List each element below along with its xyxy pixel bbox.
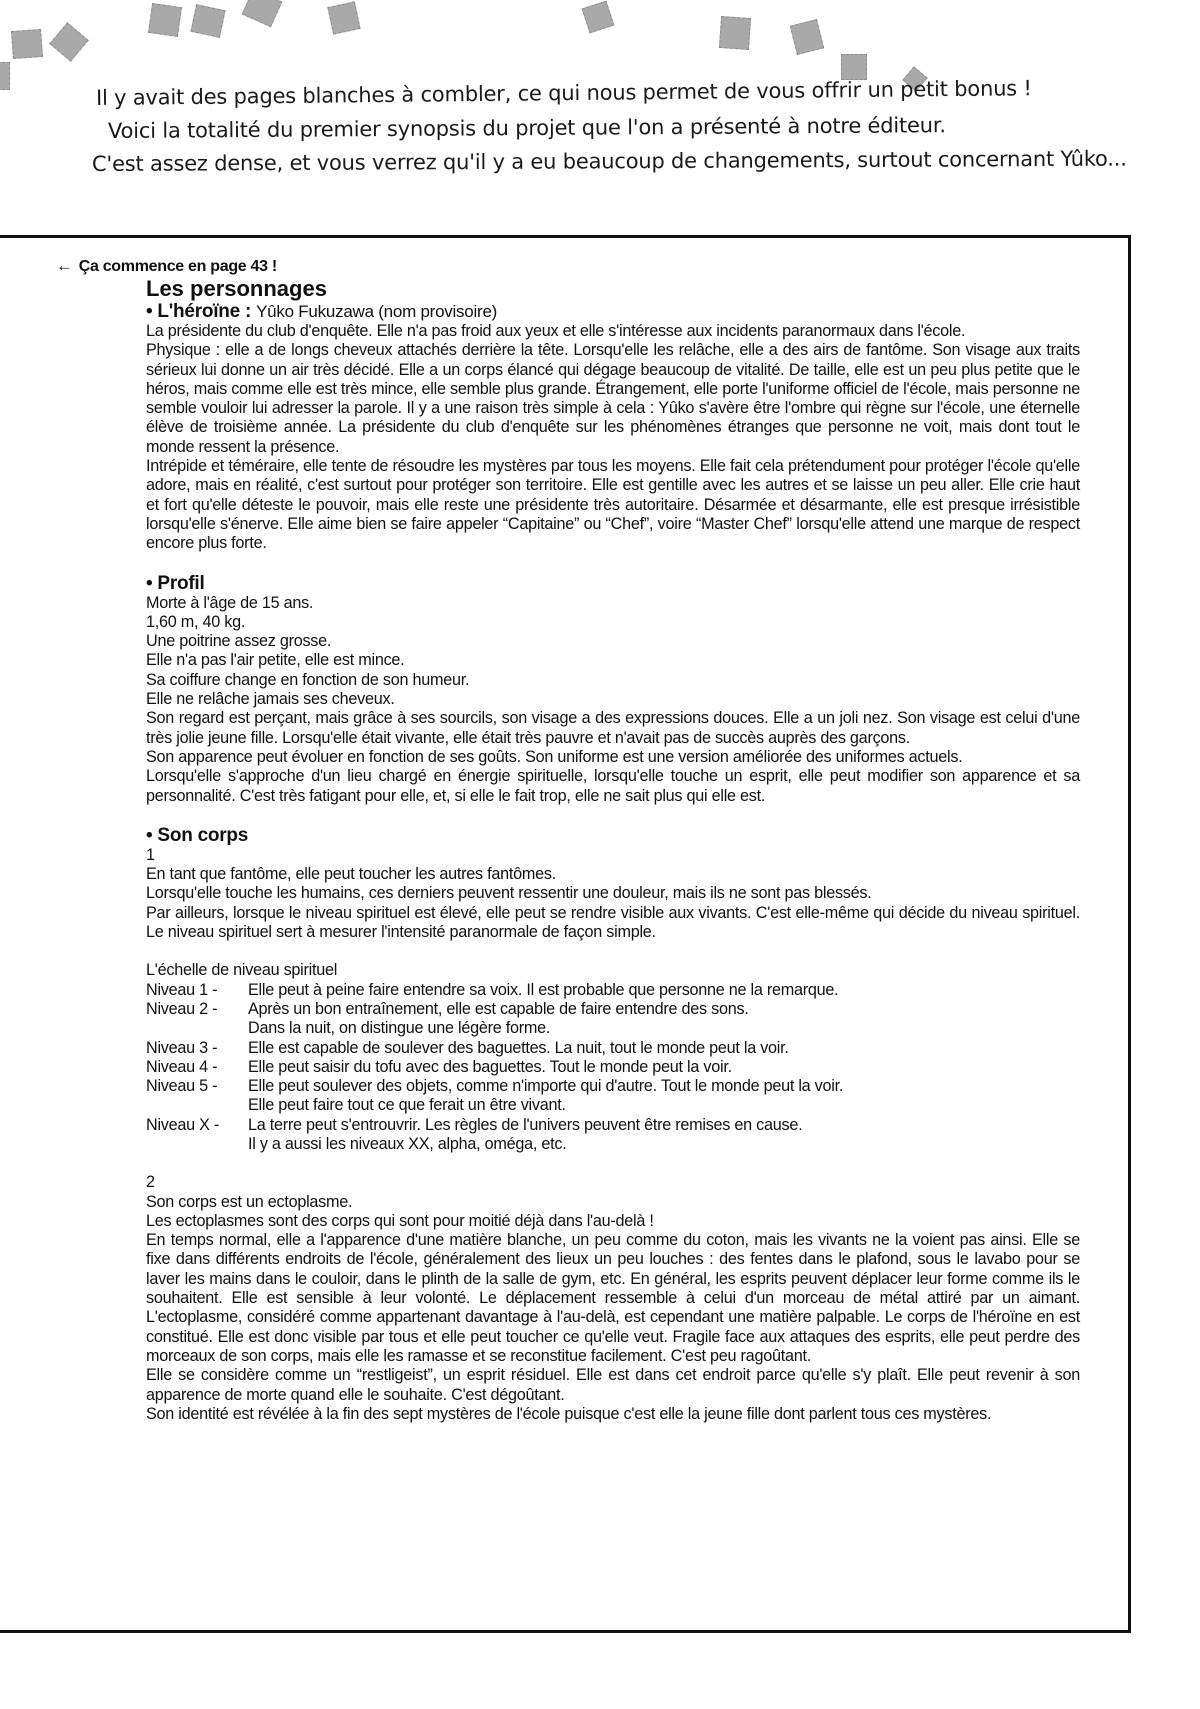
intro-note-line-2: Voici la totalité du premier synopsis du projet que l'on a présenté à notre éditeur. [107, 113, 946, 143]
intro-note-line-3: C'est assez dense, et vous verrez qu'il y a eu beaucoup de changements, surtout concernant Yûko... [91, 146, 1127, 176]
level-label: Niveau 3 - [146, 1038, 218, 1057]
level-text: Elle peut soulever des objets, comme n'importe qui d'autre. Tout le monde peut la voir. [248, 1077, 844, 1096]
level-list [146, 981, 1080, 1155]
level-item [146, 981, 1080, 1000]
profil-line: Son apparence peut évoluer en fonction de ses goûts. Son uniforme est une version améliorée des uniformes actuels. [146, 747, 963, 766]
heroine-paragraph: La présidente du club d'enquête. Elle n'a pas froid aux yeux et elle s'intéresse aux incidents paranormaux dans l'école. [146, 322, 966, 340]
level-label: Niveau 4 - [146, 1057, 218, 1076]
confetti-square-icon [582, 1, 615, 34]
heroine-label: • L'héroïne : [146, 301, 252, 322]
back-reference [56, 256, 277, 276]
profil-line: Elle n'a pas l'air petite, elle est mince. [146, 651, 405, 670]
corps-line: Elle se considère comme un “restligeist”, un esprit résiduel. Elle est dans cet endroit parce qu'elle s'y plaît. Elle peut revenir à son apparence de morte quand elle le souhaite. C'est dégoûtant. [146, 1366, 1080, 1404]
back-reference-text: Ça commence en page 43 ! [78, 258, 277, 275]
corps-line: Les ectoplasmes sont des corps qui sont pour moitié déjà dans l'au-delà ! [146, 1211, 654, 1230]
part-number: 2 [146, 1173, 155, 1192]
level-text: Elle peut faire tout ce que ferait un être vivant. [248, 1096, 566, 1115]
profil-line: Lorsqu'elle s'approche d'un lieu chargé en énergie spirituelle, lorsqu'elle touche un esprit, elle peut modifier son apparence et sa personnalité. C'est très fatigant pour elle, et, si elle le fait trop, elle ne sait plus qui elle est. [146, 767, 1080, 805]
corps-line: Lorsqu'elle touche les humains, ces derniers peuvent ressentir une douleur, mais ils ne sont pas blessés. [146, 884, 872, 903]
confetti-square-icon [49, 22, 88, 61]
level-item [146, 1058, 1080, 1077]
level-text: Dans la nuit, on distingue une légère forme. [248, 1019, 551, 1038]
confetti-square-icon [11, 29, 43, 59]
confetti-square-icon [841, 54, 867, 80]
corps-line: En temps normal, elle a l'apparence d'une matière blanche, un peu comme du coton, mais les vivants ne la voient pas ainsi. Elle se fixe dans différents endroits de l'école, généralement des lieux un peu louches : des fentes dans le plafond, sous le lavabo pour se laver les mains dans le couloir, dans le plinth de la salle de gym, etc. En général, les esprits peuvent déplacer leur forme comme ils le souhaitent. Elle est sensible à leur volonté. Le déplacement ressemble à celui d'un morceau de métal attiré par un aimant. L'ectoplasme, considéré comme appartenant davantage à l'au-delà, est cependant une matière palpable. Le corps de l'héroïne en est constitué. Elle est donc visible par tous et elle peut toucher ce qu'elle veut. Fragile face aux attaques des esprits, elle peut perdre des morceaux de son corps, mais elle les ramasse et se reconstitue facilement. C'est peu ragoûtant. [146, 1231, 1080, 1365]
level-text: Elle est capable de soulever des baguettes. La nuit, tout le monde peut la voir. [248, 1038, 789, 1057]
level-text: Elle peut saisir du tofu avec des baguettes. Tout le monde peut la voir. [248, 1057, 732, 1076]
confetti-square-icon [0, 62, 10, 90]
profil-line: Sa coiffure change en fonction de son humeur. [146, 670, 470, 689]
corps-line: Par ailleurs, lorsque le niveau spirituel est élevé, elle peut se rendre visible aux vivants. C'est elle-même qui décide du niveau spirituel. Le niveau spirituel sert à mesurer l'intensité paranormale de façon simple. [146, 903, 1080, 942]
level-item [146, 1000, 1080, 1039]
intro-note-line-1: Il y avait des pages blanches à combler, ce qui nous permet de vous offrir un petit bonus ! [95, 76, 1032, 110]
corps-line: En tant que fantôme, elle peut toucher les autres fantômes. [146, 865, 556, 884]
level-text: Il y a aussi les niveaux XX, alpha, oméga, etc. [248, 1134, 567, 1153]
level-text: Elle peut à peine faire entendre sa voix. Il est probable que personne ne la remarque. [248, 980, 839, 999]
corps-line: Son corps est un ectoplasme. [146, 1192, 353, 1211]
confetti-square-icon [242, 0, 283, 27]
level-item [146, 1077, 1080, 1116]
confetti-square-icon [190, 4, 225, 38]
confetti-square-icon [327, 1, 360, 34]
heroine-name: Yûko Fukuzawa (nom provisoire) [256, 302, 498, 321]
level-text: La terre peut s'entrouvrir. Les règles de l'univers peuvent être remises en cause. [248, 1115, 803, 1134]
profil-line: 1,60 m, 40 kg. [146, 612, 246, 631]
heroine-heading [146, 301, 1080, 322]
confetti-square-icon [148, 3, 182, 37]
level-label: Niveau 1 - [146, 980, 218, 999]
section-title: Les personnages [146, 276, 327, 301]
level-item [146, 1116, 1080, 1155]
son-corps-heading: • Son corps [146, 824, 249, 846]
confetti-square-icon [790, 19, 824, 55]
scale-title: L'échelle de niveau spirituel [146, 961, 338, 980]
level-text: Après un bon entraînement, elle est capable de faire entendre des sons. [248, 999, 749, 1018]
level-label: Niveau X - [146, 1115, 220, 1134]
heroine-paragraph: Intrépide et téméraire, elle tente de résoudre les mystères par tous les moyens. Elle fait cela prétendument pour protéger l'école qu'elle adore, mais en réalité, c'est surtout pour protéger son territoire. Elle est gentille avec les autres et se laisse un peu aller. Elle crie haut et fort qu'elle déteste le pouvoir, mais elle reste une présidente très autoritaire. Désarmée et désarmante, elle est presque irrésistible lorsqu'elle s'énerve. Elle aime bien se faire appeler “Capitaine” ou “Chef”, voire “Master Chef” lorsqu'elle attend une marque de respect encore plus forte. [146, 457, 1080, 553]
synopsis-content [146, 276, 1080, 1424]
confetti-square-icon [719, 16, 751, 50]
heroine-paragraph: Physique : elle a de longs cheveux attachés derrière la tête. Lorsqu'elle les relâche, elle a des airs de fantôme. Son visage aux traits sérieux lui donne un air très décidé. Elle a un corps élancé qui dégage beaucoup de vitalité. De taille, elle est un peu plus petite que le héros, mais comme elle est très mince, elle semble plus grande. Étrangement, elle porte l'uniforme officiel de l'école, mais personne ne semble vouloir lui adresser la parole. Il y a une raison très simple à cela : Yûko s'avère être l'ombre qui règne sur l'école, une éternelle élève de troisième année. La présidente du club d'enquête sur les phénomènes étranges que personne ne voit, mais dont tout le monde ressent la présence. [146, 341, 1080, 456]
profil-line: Une poitrine assez grosse. [146, 632, 332, 651]
level-label: Niveau 2 - [146, 999, 218, 1018]
profil-line: Elle ne relâche jamais ses cheveux. [146, 690, 395, 709]
profil-line: Son regard est perçant, mais grâce à ses sourcils, son visage a des expressions douces. Elle a un joli nez. Son visage est celui d'une très jolie jeune fille. Lorsqu'elle était vivante, elle était très pauvre et n'avait pas de succès auprès des garçons. [146, 709, 1080, 747]
profil-heading: • Profil [146, 572, 205, 594]
level-label: Niveau 5 - [146, 1077, 218, 1096]
arrow-left-icon: ← [56, 256, 73, 275]
corps-line: Son identité est révélée à la fin des sept mystères de l'école puisque c'est elle la jeune fille dont parlent tous ces mystères. [146, 1404, 992, 1423]
part-number: 1 [146, 845, 155, 864]
profil-line: Morte à l'âge de 15 ans. [146, 593, 314, 612]
level-item [146, 1039, 1080, 1058]
